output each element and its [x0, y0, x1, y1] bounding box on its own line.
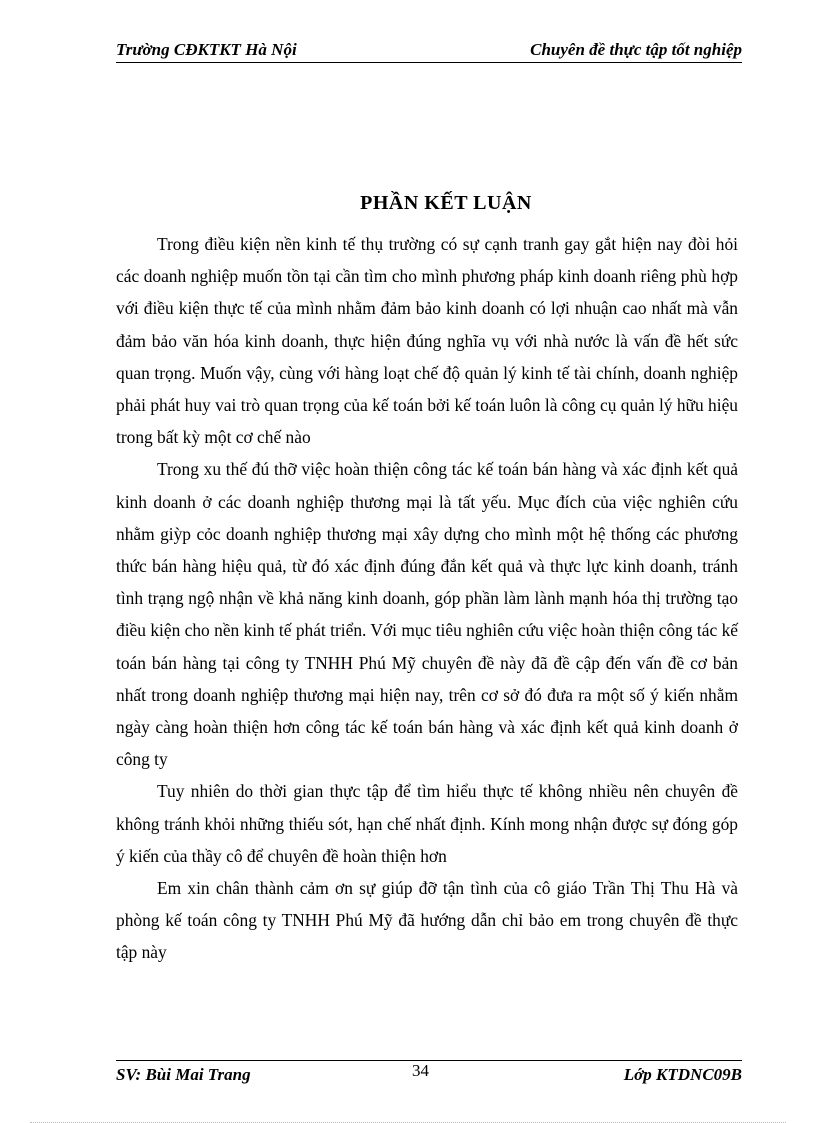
section-title: PHẦN KẾT LUẬN — [360, 192, 532, 214]
class-name: Lớp KTDNC09B — [623, 1065, 742, 1084]
paragraph-2: Trong xu thế đú thỡ việc hoàn thiện công tác kế toán bán hàng và xác định kết quả kinh doanh ở các doanh nghiệp thương mại là tất yếu. Mục đích của việc nghiên cứu nhằm giỳp cỏc doanh nghiệp thương mại xây dựng cho mình một hệ thống các phương thức bán hàng hiệu quả, từ đó xác định đúng đắn kết quả và thực lực kinh doanh, tránh tình trạng ngộ nhận về khả năng kinh doanh, góp phần làm lành mạnh hóa thị trường tạo điều kiện cho nền kinh tế phát triển. Với mục tiêu nghiên cứu việc hoàn thiện công tác kế toán bán hàng tại công ty TNHH Phú Mỹ chuyên đề này đã đề cập đến vấn đề cơ bản nhất trong doanh nghiệp thương mại hiện nay, trên cơ sở đó đưa ra một số ý kiến nhằm ngày càng hoàn thiện hơn công tác kế toán bán hàng và xác định kết quả kinh doanh ở công ty — [116, 459, 738, 770]
body-text — [116, 228, 738, 969]
paragraph-4: Em xin chân thành cảm ơn sự giúp đỡ tận tình của cô giáo Trần Thị Thu Hà và phòng kế toán công ty TNHH Phú Mỹ đã hướng dẫn chỉ bảo em trong chuyên đề thực tập này — [116, 878, 738, 963]
page-header — [116, 38, 742, 63]
page-footer — [116, 1060, 742, 1091]
paragraph-1: Trong điều kiện nền kinh tế thụ trường có sự cạnh tranh gay gắt hiện nay đòi hỏi các doanh nghiệp muốn tồn tại cần tìm cho mình phương pháp kinh doanh riêng phù hợp với điều kiện thực tế của mình nhằm đảm bảo kinh doanh có lợi nhuận cao nhất mà vẫn đảm bảo văn hóa kinh doanh, thực hiện đúng nghĩa vụ với nhà nước là vấn đề hết sức quan trọng. Muốn vậy, cùng với hàng loạt chế độ quản lý kinh tế tài chính, doanh nghiệp phải phát huy vai trò quan trọng của kế toán bởi kế toán luôn là công cụ quản lý hữu hiệu trong bất kỳ một cơ chế nào — [116, 234, 738, 448]
paragraph-3: Tuy nhiên do thời gian thực tập để tìm hiểu thực tế không nhiều nên chuyên đề không tránh khỏi những thiếu sót, hạn chế nhất định. Kính mong nhận được sự đóng góp ý kiến của thầy cô để chuyên đề hoàn thiện hơn — [116, 781, 738, 866]
page-number: 34 — [412, 1061, 429, 1080]
school-name: Trường CĐKTKT Hà Nội — [116, 40, 297, 59]
student-name: SV: Bùi Mai Trang — [116, 1065, 251, 1084]
document-type: Chuyên đề thực tập tốt nghiệp — [530, 40, 742, 59]
